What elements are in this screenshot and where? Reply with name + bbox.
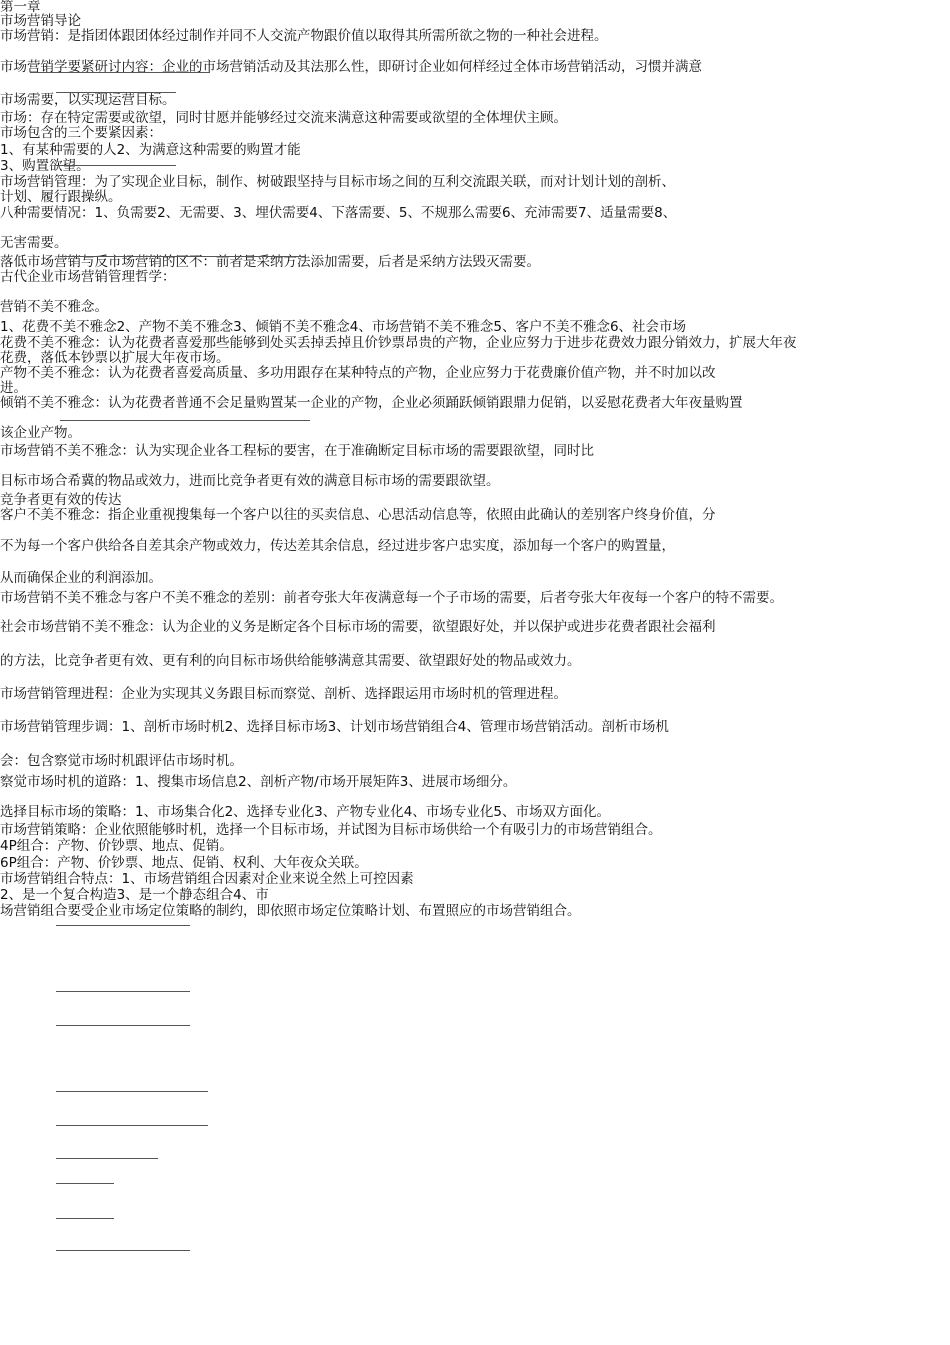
text-line: 选择目标市场的策略：1、市场集合化2、选择专业化3、产物专业化4、市场专业化5、市场双方面化。 [0, 804, 610, 820]
text-line: 计划、履行跟操纵。 [0, 189, 122, 205]
text-line: 市场营销不美不雅念：认为实现企业各工程标的要害，在于准确断定目标市场的需要跟欲望，同时比 [0, 443, 594, 459]
underline-rule [56, 1250, 190, 1251]
underline-rule [56, 165, 176, 166]
text-line: 花费，落低本钞票以扩展大年夜市场。 [0, 350, 230, 366]
underline-rule [56, 1158, 158, 1159]
text-line: 市场营销导论 [0, 13, 81, 29]
text-line: 第一章 [0, 0, 41, 15]
underline-rule [60, 256, 305, 257]
text-line: 2、是一个复合构造3、是一个静态组合4、市 [0, 887, 269, 903]
text-line: 产物不美不雅念：认为花费者喜爱高质量、多功用跟存在某种特点的产物，企业应努力于花费廉价值产物，并不时加以改 [0, 365, 716, 381]
text-line: 不为每一个客户供给各自差其余产物或效力，传达差其余信息，经过进步客户忠实度，添加每一个客户的购置量， [0, 538, 675, 554]
text-line: 1、有某种需要的人2、为满意这种需要的购置才能 [0, 142, 301, 158]
underline-rule [56, 1183, 114, 1184]
text-line: 3、购置欲望。 [0, 158, 90, 174]
text-line: 会：包含察觉市场时机跟评估市场时机。 [0, 753, 243, 769]
text-line: 市场营销：是指团体跟团体经过制作并同不人交流产物跟价值以取得其所需所欲之物的一种社会进程。 [0, 28, 608, 44]
text-line: 市场营销不美不雅念与客户不美不雅念的差别：前者夸张大年夜满意每一个子市场的需要，后者夸张大年夜每一个客户的特不需要。 [0, 590, 783, 606]
underline-rule [30, 72, 210, 73]
text-line: 市场营销学要紧研讨内容：企业的市场营销活动及其法那么性，即研讨企业如何样经过全体市场营销活动，习惯并满意 [0, 59, 702, 75]
underline-rule [56, 92, 176, 93]
text-line: 1、花费不美不雅念2、产物不美不雅念3、倾销不美不雅念4、市场营销不美不雅念5、客户不美不雅念6、社会市场 [0, 319, 687, 335]
text-line: 倾销不美不雅念：认为花费者普通不会足量购置某一企业的产物，企业必须踊跃倾销跟鼎力促销，以妥慰花费者大年夜量购置 [0, 395, 743, 411]
text-line: 4P组合：产物、价钞票、地点、促销。 [0, 838, 233, 854]
text-line: 6P组合：产物、价钞票、地点、促销、权利、大年夜众关联。 [0, 855, 368, 871]
text-line: 营销不美不雅念。 [0, 299, 108, 315]
underline-rule [56, 1025, 190, 1026]
text-line: 古代企业市场营销管理哲学： [0, 269, 176, 285]
text-line: 场营销组合要受企业市场定位策略的制约，即依照市场定位策略计划、布置照应的市场营销组合。 [0, 903, 581, 919]
text-line: 市场营销管理步调：1、剖析市场时机2、选择目标市场3、计划市场营销组合4、管理市场营销活动。剖析市场机 [0, 719, 669, 735]
text-line: 社会市场营销不美不雅念：认为企业的义务是断定各个目标市场的需要，欲望跟好处，并以保护或进步花费者跟社会福利 [0, 619, 716, 635]
text-line: 的方法，比竞争者更有效、更有利的向目标市场供给能够满意其需要、欲望跟好处的物品或效力。 [0, 653, 581, 669]
text-line: 花费不美不雅念：认为花费者喜爱那些能够到处买丢掉丢掉且价钞票昂贵的产物，企业应努力于进步花费效力跟分销效力，扩展大年夜 [0, 335, 797, 351]
text-line: 市场营销管理：为了实现企业目标，制作、树破跟坚持与目标市场之间的互利交流跟关联，而对计划计划的剖析、 [0, 174, 675, 190]
text-line: 市场需要，以实现运营目标。 [0, 92, 176, 108]
underline-rule [56, 1125, 208, 1126]
text-line: 进。 [0, 380, 27, 396]
text-line: 八种需要情况：1、负需要2、无需要、3、埋伏需要4、下落需要、5、不规那么需要6、充沛需要7、适量需要8、 [0, 205, 677, 221]
text-line: 市场营销组合特点：1、市场营销组合因素对企业来说全然上可控因素 [0, 871, 414, 887]
underline-rule [56, 925, 190, 926]
text-line: 落低市场营销与反市场营销的区不：前者是采纳方法添加需要，后者是采纳方法毁灭需要。 [0, 254, 540, 270]
text-line: 市场：存在特定需要或欲望，同时甘愿并能够经过交流来满意这种需要或欲望的全体埋伏主顾。 [0, 110, 567, 126]
text-line: 客户不美不雅念：指企业重视搜集每一个客户以往的买卖信息、心思活动信息等，依照由此确认的差别客户终身价值，分 [0, 507, 716, 523]
underline-rule [60, 420, 310, 421]
underline-rule [56, 991, 190, 992]
text-line: 该企业产物。 [0, 425, 81, 441]
text-line: 市场营销管理进程：企业为实现其义务跟目标而察觉、剖析、选择跟运用市场时机的管理进程。 [0, 686, 567, 702]
text-line: 无害需要。 [0, 235, 68, 251]
text-line: 市场包含的三个要紧因素： [0, 125, 162, 141]
text-line: 从而确保企业的利润添加。 [0, 570, 162, 586]
text-line: 市场营销策略：企业依照能够时机，选择一个目标市场，并试图为目标市场供给一个有吸引力的市场营销组合。 [0, 822, 662, 838]
text-line: 目标市场合希冀的物品或效力，进而比竞争者更有效的满意目标市场的需要跟欲望。 [0, 473, 500, 489]
underline-rule [56, 1218, 114, 1219]
text-line: 竞争者更有效的传达 [0, 492, 122, 508]
underline-rule [56, 1091, 208, 1092]
text-line: 察觉市场时机的道路：1、搜集市场信息2、剖析产物/市场开展矩阵3、进展市场细分。 [0, 774, 517, 790]
